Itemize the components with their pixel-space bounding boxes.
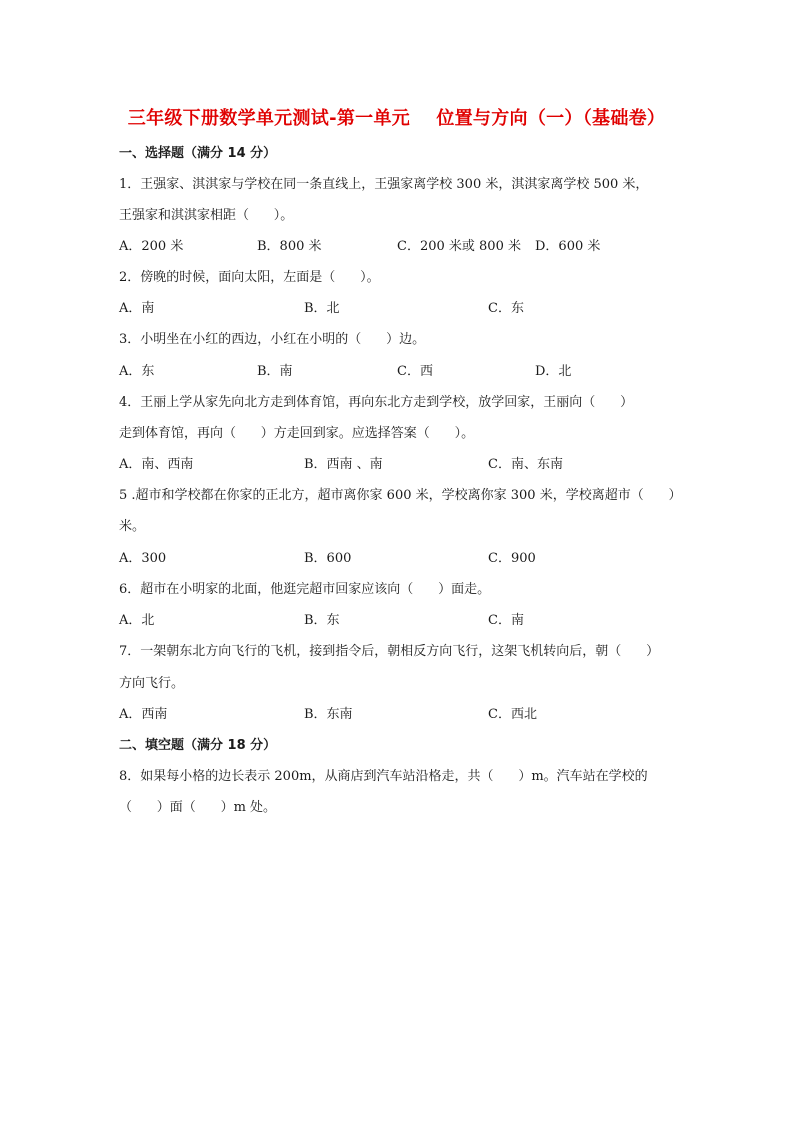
question-7-line-1: 7．一架朝东北方向飞行的飞机，接到指令后，朝相反方向飞行，这架飞机转向后，朝（ ） [119, 644, 660, 659]
question-8-line-2: （ ）面（ ）m 处。 [119, 800, 277, 815]
question-3-line-1: 3．小明坐在小红的西边，小红在小明的（ ）边。 [119, 332, 426, 347]
question-1-option-c: C．200 米或 800 米 [397, 239, 521, 254]
question-2-option-b: B．北 [304, 301, 340, 316]
question-3-option-a: A．东 [119, 364, 155, 379]
question-1-option-a: A．200 米 [119, 239, 184, 254]
question-1-line-1: 1．王强家、淇淇家与学校在同一条直线上，王强家离学校 300 米，淇淇家离学校 500 米， [119, 177, 649, 192]
question-6-line-1: 6．超市在小明家的北面，他逛完超市回家应该向（ ）面走。 [119, 582, 491, 597]
question-5-option-b: B．600 [304, 551, 352, 566]
document-title: 三年级下册数学单元测试-第一单元 位置与方向（一）（基础卷） [127, 108, 666, 129]
question-5-line-2: 米。 [119, 519, 146, 534]
question-2-line-1: 2．傍晚的时候，面向太阳，左面是（ ）。 [119, 270, 380, 285]
question-5-option-a: A．300 [119, 551, 167, 566]
question-8-line-1: 8．如果每小格的边长表示 200m，从商店到汽车站沿格走，共（ ）m。汽车站在学校的 [119, 769, 648, 784]
question-4-option-c: C．南、东南 [488, 457, 563, 472]
question-4-line-1: 4．王丽上学从家先向北方走到体育馆，再向东北方走到学校，放学回家，王丽向（ ） [119, 395, 634, 410]
question-7-option-a: A．西南 [119, 707, 168, 722]
question-3-option-b: B．南 [257, 364, 293, 379]
section-heading-choice: 一、选择题（满分 14 分） [119, 146, 277, 161]
question-4-option-b: B．西南 、南 [304, 457, 383, 472]
question-6-option-c: C．南 [488, 613, 524, 628]
question-4-line-2: 走到体育馆，再向（ ）方走回到家。应选择答案（ ）。 [119, 426, 475, 441]
question-1-option-d: D．600 米 [535, 239, 601, 254]
question-7-option-c: C．西北 [488, 707, 537, 722]
section-heading-fill: 二、填空题（满分 18 分） [119, 738, 277, 753]
question-5-option-c: C．900 [488, 551, 536, 566]
question-3-option-d: D．北 [535, 364, 572, 379]
question-1-line-2: 王强家和淇淇家相距（ ）。 [119, 208, 294, 223]
question-5-line-1: 5 .超市和学校都在你家的正北方，超市离你家 600 米，学校离你家 300 米，学校离超市（ ） [119, 488, 682, 503]
question-2-option-c: C．东 [488, 301, 524, 316]
question-6-option-b: B．东 [304, 613, 340, 628]
question-4-option-a: A．南、西南 [119, 457, 194, 472]
question-3-option-c: C．西 [397, 364, 433, 379]
question-1-option-b: B．800 米 [257, 239, 322, 254]
question-6-option-a: A．北 [119, 613, 155, 628]
question-7-option-b: B．东南 [304, 707, 353, 722]
question-7-line-2: 方向飞行。 [119, 676, 185, 691]
question-2-option-a: A．南 [119, 301, 155, 316]
